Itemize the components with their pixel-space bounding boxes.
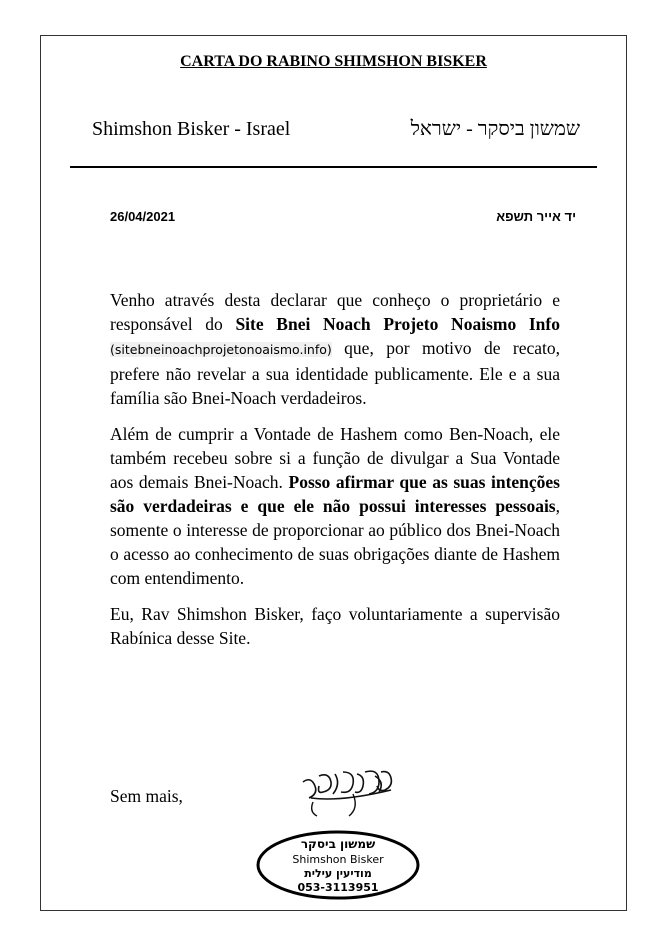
stamp-line-latin-name: Shimshon Bisker: [292, 853, 384, 866]
site-url: (sitebneinoachprojetonoaismo.info): [110, 342, 332, 357]
signature-stamp: [253, 762, 423, 902]
site-name: Site Bnei Noach Projeto Noaismo Info: [235, 314, 560, 334]
stamp-line-phone: 053-3113951: [297, 881, 379, 894]
closing-line: Sem mais,: [110, 786, 183, 806]
header-divider: [70, 166, 597, 168]
letter-title: CARTA DO RABINO SHIMSHON BISKER: [180, 53, 487, 70]
stamp-line-city: מודיעין עילית: [304, 867, 372, 880]
date-gregorian: 26/04/2021: [110, 209, 176, 224]
emphasis-statement: Posso afirmar que as suas intenções são verdadeiras e que ele não possui interesses pessoais: [110, 472, 560, 516]
letter-page: [40, 35, 627, 911]
paragraph-1: Venho através desta declarar que conheço o proprietário e responsável do Site Bnei Noach Projeto Noaismo Info (sitebneinoachprojetonoaismo.info) que, por motivo de recato, prefere não revelar a sua identidade publicamente. Ele e a sua família são Bnei-Noach verdadeiros.: [110, 290, 560, 408]
header-name-hebrew: שמשון ביסקר - ישראל: [410, 118, 580, 140]
header-name-latin: Shimshon Bisker - Israel: [92, 118, 291, 140]
letter-body: [110, 288, 560, 662]
stamp-line-hebrew-name: שמשון ביסקר: [300, 837, 376, 851]
signature-strokes: [303, 771, 391, 799]
paragraph-3: Eu, Rav Shimshon Bisker, faço voluntariamente a supervisão Rabínica desse Site.: [110, 604, 560, 648]
paragraph-2: Além de cumprir a Vontade de Hashem como Ben-Noach, ele também recebeu sobre si a função de divulgar a Sua Vontade aos demais Bnei-Noach. Posso afirmar que as suas intenções são verdadeiras e que ele não possui interesses pessoais, somente o interesse de proporcionar ao público dos Bnei-Noach o acesso ao conhecimento de suas obrigações diante de Hashem com entendimento.: [110, 424, 560, 588]
date-hebrew: יד אייר תשפא: [496, 209, 576, 224]
